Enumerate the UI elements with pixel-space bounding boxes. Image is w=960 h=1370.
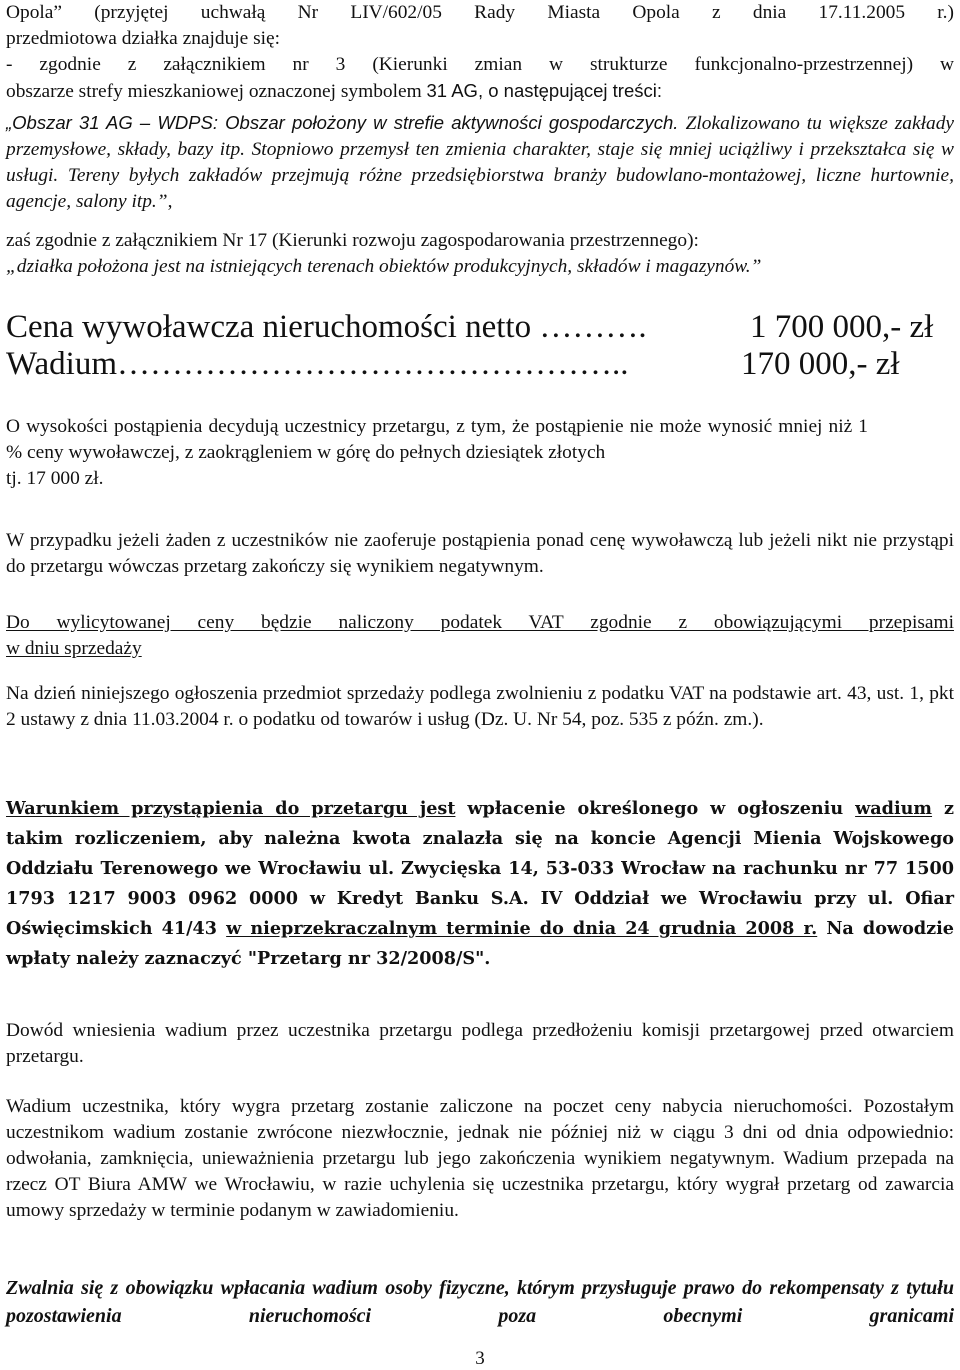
bidding-increment xyxy=(6,414,954,492)
zone-quote-part-2: Zlokalizowano tu większe zakłady przemysłowe, składy, bazy itp. Stopniowo przemysł ten zmienia charakter, staje się mniej uciążliwy i przekształca się w usługi. Tereny byłych zakładów przejmują różne przedsiębiorstwa branży budowlano-montażowej, liczne hurtownie, agencje, salony itp.” xyxy=(6,113,954,212)
resolution-line-4-a: obszarze strefy mieszkaniowej oznaczonej symbolem xyxy=(6,81,427,102)
no-bid-text: W przypadku jeżeli żaden z uczestników nie zaoferuje postąpienia ponad cenę wywoławczą lub jeżeli nikt nie przystąpi do przetargu wówczas przetarg zakończy się wynikiem negatywnym. xyxy=(6,530,954,577)
deposit-conditions-t1: wpłacenie określonego w ogłoszeniu xyxy=(455,798,856,819)
refund-paragraph xyxy=(6,1094,954,1224)
page-number: 3 xyxy=(475,1348,485,1369)
starting-price-value: 1 700 000,- zł xyxy=(750,309,934,345)
bidding-increment-end: tj. 17 000 zł. xyxy=(6,468,104,489)
deposit-label: Wadium……………………………………….. xyxy=(6,346,629,382)
vat-exemption xyxy=(6,681,954,733)
resolution-line-4 xyxy=(6,78,954,105)
resolution-line-2: przedmiotowa działka znajduje się: xyxy=(6,28,281,49)
no-bid-paragraph xyxy=(6,528,954,580)
annex-17-section xyxy=(6,228,954,280)
bidding-increment-text: O wysokości postąpienia decydują uczestnicy przetargu, z tym, że postąpienie nie może wynosić mniej niż 1 % ceny wywoławczej, z zaokrągleniem w górę do pełnych dziesiątek złotych xyxy=(6,416,868,463)
resolution-line-3: - zgodnie z załącznikiem nr 3 (Kierunki zmian w strukturze funkcjonalno-przestrzennej) w xyxy=(6,54,954,75)
proof-text: Dowód wniesienia wadium przez uczestnika przetargu podlega przedłożeniu komisji przetargowej przed otwarciem przetargu. xyxy=(6,1020,954,1067)
deposit-conditions xyxy=(6,794,954,974)
deposit-conditions-text xyxy=(6,794,954,974)
vat-heading-line-1: Do wylicytowanej ceny będzie naliczony podatek VAT zgodnie z obowiązującymi przepisami xyxy=(6,612,954,633)
zone-quote-tail: , xyxy=(167,191,173,212)
zone-quote-text xyxy=(6,110,954,215)
deposit-conditions-u3: w nieprzekraczalnym terminie do dnia 24 grudnia 2008 r. xyxy=(226,918,818,939)
vat-heading xyxy=(6,610,954,662)
vat-exemption-text: Na dzień niniejszego ogłoszenia przedmiot sprzedaży podlega zwolnieniu z podatku VAT na podstawie art. 43, ust. 1, pkt 2 ustawy z dnia 11.03.2004 r. o podatku od towarów i usług (Dz. U. Nr 54, poz. 535 z późn. zm.). xyxy=(6,683,954,730)
annex-17-quote: „działka położona jest na istniejących terenach obiektów produkcyjnych, składów i magazynów.” xyxy=(6,256,762,277)
resolution-section xyxy=(6,0,954,105)
resolution-line-4-b: 31 AG, o następującej treści: xyxy=(426,80,663,101)
deposit-conditions-t3: Na dowodzie wpłaty należy zaznaczyć "Przetarg nr 32/2008/S". xyxy=(6,918,954,969)
vat-heading-line-2: w dniu sprzedaży xyxy=(6,638,142,659)
deposit-value: 170 000,- zł xyxy=(741,346,900,382)
closing-paragraph xyxy=(6,1274,954,1330)
closing-text: Zwalnia się z obowiązku wpłacania wadium osoby fizyczne, którym przysługuje prawo do rekompensaty z tytułu pozostawienia nieruchomości poza obecnymi granicami xyxy=(6,1277,954,1327)
zone-quote-part-1: „Obszar 31 AG – WDPS: Obszar położony w strefie aktywności gospodarczych. xyxy=(6,112,686,133)
resolution-line-1: Opola” (przyjętej uchwałą Nr LIV/602/05 Rady Miasta Opola z dnia 17.11.2005 r.) xyxy=(6,2,954,23)
proof-paragraph xyxy=(6,1018,954,1070)
deposit-conditions-t2: z takim rozliczeniem, aby należna kwota znalazła się na koncie Agencji Mienia Wojskowego Oddziału Terenowego we Wrocławiu ul. Zwycięska 14, 53-033 Wrocław na rachunku nr 77 1500 1793 1217 9003 0962 0000 w Kredyt Banku S.A. IV Oddział we Wrocławiu przy ul. Ofiar Oświęcimskich 41/43 xyxy=(6,798,954,939)
starting-price-label: Cena wywoławcza nieruchomości netto ………. xyxy=(6,309,647,345)
zone-quote xyxy=(6,110,954,215)
deposit-conditions-u2: wadium xyxy=(855,798,933,819)
annex-17-line: zaś zgodnie z załącznikiem Nr 17 (Kierunki rozwoju zagospodarowania przestrzennego): xyxy=(6,230,699,251)
refund-text: Wadium uczestnika, który wygra przetarg zostanie zaliczone na poczet ceny nabycia nieruchomości. Pozostałym uczestnikom wadium zostanie zwrócone niezwłocznie, jednak nie później niż w ciągu 3 dni od dnia odpowiednio: odwołania, zamknięcia, unieważnienia przetargu lub jego zakończenia wynikiem negatywnym. Wadium przepada na rzecz OT Biura AMW we Wrocławiu, w razie uchylenia się uczestnika przetargu, który wygrał przetarg od zawarcia umowy sprzedaży w terminie podanym w zawiadomieniu. xyxy=(6,1096,954,1221)
deposit-conditions-u1: Warunkiem przystąpienia do przetargu jest xyxy=(6,798,456,819)
